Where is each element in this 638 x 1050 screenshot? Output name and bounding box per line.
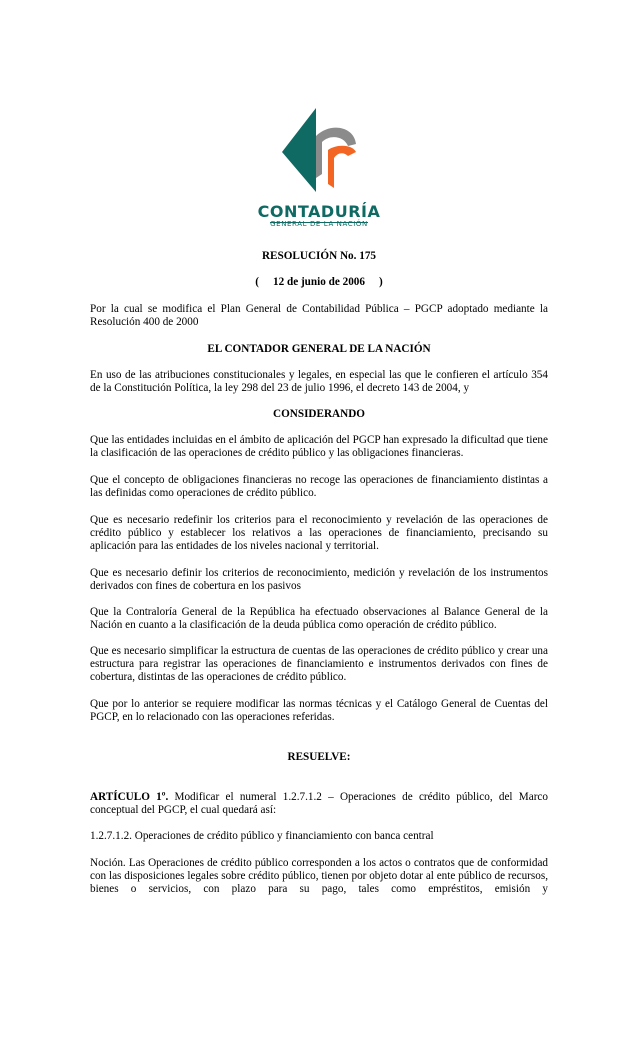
- resolution-number: RESOLUCIÓN No. 175: [261, 250, 377, 262]
- considerando-heading: CONSIDERANDO: [273, 408, 365, 420]
- considerando-item: Que el concepto de obligaciones financieras no recoge las operaciones de financiamiento distintas a las definidas como operaciones de crédito público.: [90, 474, 548, 500]
- authority-paragraph: En uso de las atribuciones constitucionales y legales, en especial las que le confieren el artículo 354 de la Constitución Política, la ley 298 del 23 de julio 1996, el decreto 143 de 2004, y: [90, 369, 548, 395]
- numeral-heading: 1.2.7.1.2. Operaciones de crédito público y financiamiento con banca central: [90, 830, 434, 842]
- logo-emblem-icon: [252, 100, 386, 204]
- considerando-item: Que por lo anterior se requiere modificar las normas técnicas y el Catálogo General de Cuentas del PGCP, en lo relacionado con las operaciones referidas.: [90, 698, 548, 724]
- intro-paragraph: Por la cual se modifica el Plan General de Contabilidad Pública – PGCP adoptado mediante la Resolución 400 de 2000: [90, 303, 548, 329]
- resuelve-heading: RESUELVE:: [287, 751, 351, 763]
- resolution-date: ( 12 de junio de 2006 ): [255, 276, 383, 288]
- article-1-text: Modificar el numeral 1.2.7.1.2 – Operaciones de crédito público, del Marco conceptual del PGCP, el cual quedará así:: [90, 791, 548, 817]
- considerando-item: Que es necesario definir los criterios de reconocimiento, medición y revelación de los instrumentos derivados con fines de cobertura en los pasivos: [90, 567, 548, 593]
- considerando-item: Que la Contraloría General de la República ha efectuado observaciones al Balance General de la Nación en cuanto a la clasificación de la deuda pública como operación de crédito público.: [90, 606, 548, 632]
- authority-heading: EL CONTADOR GENERAL DE LA NACIÓN: [207, 343, 431, 355]
- logo-subtitle: GENERAL DE LA NACIÓN: [270, 220, 368, 228]
- considerando-item: Que es necesario redefinir los criterios para el reconocimiento y revelación de las operaciones de crédito público y establecer los relativos a las operaciones de financiamiento, precisando su aplicación para las entidades de los niveles nacional y territorial.: [90, 514, 548, 553]
- logo-name: CONTADURÍA: [257, 202, 381, 221]
- article-1-paragraph: [90, 791, 548, 817]
- considerando-item: Que es necesario simplificar la estructura de cuentas de las operaciones de crédito público y crear una estructura para registrar las operaciones de financiamiento e instrumentos derivados con fines de cobertura, distintas de las operaciones de crédito público.: [90, 645, 548, 684]
- contaduria-logo: [252, 100, 386, 235]
- considerando-item: Que las entidades incluidas en el ámbito de aplicación del PGCP han expresado la dificultad que tiene la clasificación de las operaciones de crédito público y las obligaciones financieras.: [90, 434, 548, 460]
- article-1-label: ARTÍCULO 1º.: [90, 791, 169, 803]
- nocion-paragraph: Noción. Las Operaciones de crédito público corresponden a los actos o contratos que de conformidad con las disposiciones legales sobre crédito público, tienen por objeto dotar al ente público de recursos, bienes o servicios, con plazo para su pago, tales como empréstitos, emisión y: [90, 857, 548, 896]
